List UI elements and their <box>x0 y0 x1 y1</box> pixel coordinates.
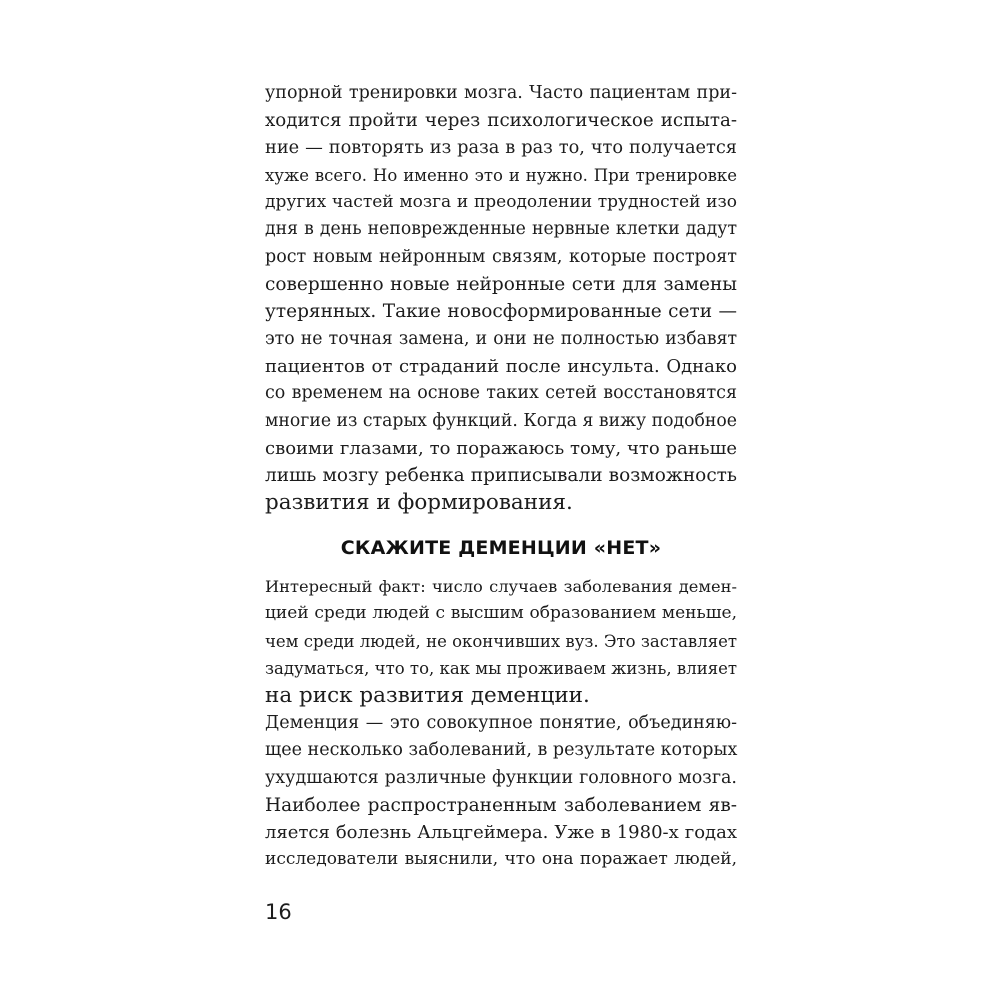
text-line: Интересный факт: число случаев заболевания демен- <box>265 577 737 596</box>
text-line: совершенно новые нейронные сети для замены <box>265 274 737 296</box>
text-line: упорной тренировки мозга. Часто пациентам при- <box>265 83 737 103</box>
text-line: ляется болезнь Альцгеймера. Уже в 1980-х годах <box>265 822 737 844</box>
text-line: Наиболее распространенным заболеванием яв- <box>265 794 737 816</box>
text-line: со временем на основе таких сетей восстановятся <box>265 383 737 404</box>
text-line: Деменция — это совокупное понятие, объединяю- <box>265 713 737 733</box>
text-line: утерянных. Такие новосформированные сети — <box>265 301 737 323</box>
text-line: цией среди людей с высшим образованием меньше, <box>265 603 737 624</box>
text-line: лишь мозгу ребенка приписывали возможность <box>265 465 737 487</box>
text-line: на риск развития деменции. <box>265 683 590 709</box>
section-heading: СКАЖИТЕ ДЕМЕНЦИИ «НЕТ» <box>340 537 662 559</box>
text-line: других частей мозга и преодолении трудностей изо <box>265 192 737 213</box>
text-line: ходится пройти через психологическое испыта- <box>265 110 737 132</box>
paragraph-1 <box>265 80 737 517</box>
text-line: хуже всего. Но именно это и нужно. При тренировке <box>265 165 737 185</box>
text-line: это не точная замена, и они не полностью избавят <box>265 328 737 349</box>
page-number: 16 <box>265 900 292 924</box>
text-line: ухудшаются различные функции головного мозга. <box>265 767 737 788</box>
text-line: исследователи выяснили, что она поражает людей, <box>265 849 737 870</box>
text-line: многие из старых функций. Когда я вижу подобное <box>265 410 737 431</box>
paragraph-2 <box>265 573 737 709</box>
text-line: рост новым нейронным связям, которые построят <box>265 246 737 267</box>
text-line: своими глазами, то поражаюсь тому, что раньше <box>265 437 737 459</box>
text-line: развития и формирования. <box>265 490 573 516</box>
text-line: дня в день неповрежденные нервные клетки дадут <box>265 219 737 240</box>
text-line: чем среди людей, не окончивших вуз. Это заставляет <box>265 631 737 651</box>
text-line: пациентов от страданий после инсульта. Однако <box>265 355 737 377</box>
text-line: ние — повторять из раза в раз то, что получается <box>265 137 737 158</box>
paragraph-3 <box>265 710 737 874</box>
text-line: щее несколько заболеваний, в результате которых <box>265 740 738 761</box>
text-line: задуматься, что то, как мы проживаем жизнь, влияет <box>265 658 737 678</box>
